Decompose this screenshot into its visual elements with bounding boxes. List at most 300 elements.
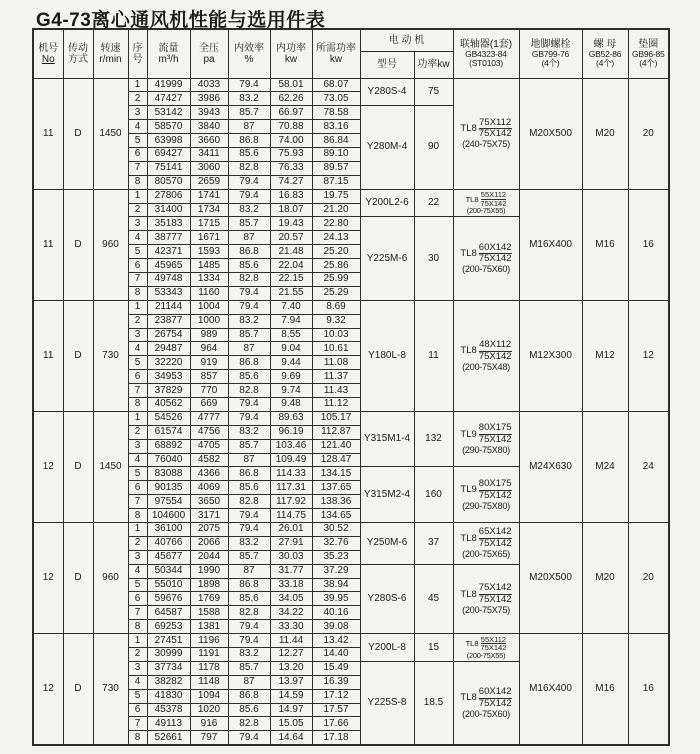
cell-efficiency: 79.4 — [228, 411, 270, 425]
header-power: 内功率 kw — [270, 29, 312, 78]
cell-required-power: 89.57 — [312, 161, 360, 175]
cell-flow: 32220 — [147, 356, 190, 370]
cell-required-power: 38.94 — [312, 578, 360, 592]
cell-coupling — [453, 661, 519, 744]
coupling-note: (290-75X80) — [462, 444, 510, 455]
cell-efficiency: 85.7 — [228, 328, 270, 342]
cell-anchor-bolt: M20X500 — [519, 523, 582, 634]
cell-seq: 2 — [128, 536, 147, 550]
cell-flow: 38777 — [147, 231, 190, 245]
cell-pressure: 2044 — [190, 550, 228, 564]
cell-required-power: 83.16 — [312, 120, 360, 134]
cell-motor-power: 37 — [414, 523, 453, 565]
cell-pressure: 1160 — [190, 286, 228, 300]
cell-pressure: 4756 — [190, 425, 228, 439]
table-row — [33, 523, 669, 537]
cell-seq: 2 — [128, 425, 147, 439]
cell-anchor-bolt: M20X500 — [519, 78, 582, 189]
cell-flow: 41830 — [147, 689, 190, 703]
cell-anchor-bolt: M12X300 — [519, 300, 582, 411]
cell-pressure: 1593 — [190, 245, 228, 259]
cell-efficiency: 85.6 — [228, 147, 270, 161]
coupling-numerator: 55X112 — [480, 190, 507, 200]
cell-required-power: 32.76 — [312, 536, 360, 550]
cell-seq: 2 — [128, 314, 147, 328]
cell-required-power: 112.87 — [312, 425, 360, 439]
cell-power: 58.01 — [270, 78, 312, 92]
cell-efficiency: 87 — [228, 675, 270, 689]
cell-power: 34.22 — [270, 606, 312, 620]
coupling-note: (200-75X60) — [462, 264, 510, 275]
cell-required-power: 14.40 — [312, 648, 360, 662]
coupling-numerator: 75X112 — [479, 116, 512, 128]
coupling-denominator: 75X142 — [480, 643, 507, 653]
coupling-spec — [454, 423, 519, 446]
cell-required-power: 21.20 — [312, 203, 360, 217]
cell-required-power: 17.18 — [312, 731, 360, 745]
cell-power: 74.27 — [270, 175, 312, 189]
cell-motor-model: Y180L-8 — [360, 300, 414, 411]
cell-flow: 34953 — [147, 370, 190, 384]
cell-flow: 47427 — [147, 92, 190, 106]
cell-power: 114.75 — [270, 509, 312, 523]
cell-efficiency: 87 — [228, 342, 270, 356]
table-header — [33, 29, 669, 78]
cell-coupling — [453, 523, 519, 565]
cell-pressure: 1898 — [190, 578, 228, 592]
header-pressure: 全压 pa — [190, 29, 228, 78]
cell-efficiency: 82.8 — [228, 495, 270, 509]
cell-speed: 960 — [93, 523, 128, 634]
coupling-spec — [454, 340, 519, 363]
cell-flow: 69427 — [147, 147, 190, 161]
cell-drive: D — [63, 411, 93, 522]
cell-power: 22.04 — [270, 259, 312, 273]
cell-required-power: 134.15 — [312, 467, 360, 481]
cell-power: 21.55 — [270, 286, 312, 300]
cell-power: 66.97 — [270, 106, 312, 120]
cell-required-power: 17.66 — [312, 717, 360, 731]
cell-flow: 49748 — [147, 272, 190, 286]
cell-pressure: 797 — [190, 731, 228, 745]
table-row — [33, 300, 669, 314]
cell-power: 103.46 — [270, 439, 312, 453]
coupling-type: TL9 — [460, 484, 477, 496]
cell-flow: 80570 — [147, 175, 190, 189]
cell-seq: 7 — [128, 161, 147, 175]
cell-washer: 12 — [628, 300, 669, 411]
header-washer: 垫圈 GB96-85 (4个) — [628, 29, 669, 78]
coupling-fraction — [479, 243, 512, 266]
cell-motor-power: 90 — [414, 106, 453, 189]
cell-seq: 6 — [128, 370, 147, 384]
cell-seq: 7 — [128, 717, 147, 731]
cell-seq: 1 — [128, 411, 147, 425]
cell-seq: 7 — [128, 384, 147, 398]
cell-required-power: 78.58 — [312, 106, 360, 120]
coupling-fraction — [479, 340, 512, 363]
cell-power: 9.74 — [270, 384, 312, 398]
table-row — [33, 634, 669, 648]
cell-flow: 104600 — [147, 509, 190, 523]
cell-flow: 50344 — [147, 564, 190, 578]
cell-seq: 4 — [128, 453, 147, 467]
coupling-note: (290-75X80) — [462, 500, 510, 511]
cell-seq: 2 — [128, 203, 147, 217]
cell-efficiency: 85.7 — [228, 217, 270, 231]
cell-seq: 8 — [128, 509, 147, 523]
cell-required-power: 9.32 — [312, 314, 360, 328]
cell-speed: 730 — [93, 634, 128, 745]
coupling-fraction — [479, 118, 512, 141]
cell-power: 30.03 — [270, 550, 312, 564]
table-body — [33, 78, 669, 745]
cell-efficiency: 86.8 — [228, 245, 270, 259]
cell-motor-model: Y280S-4 — [360, 78, 414, 106]
cell-pressure: 1334 — [190, 272, 228, 286]
cell-washer: 16 — [628, 634, 669, 745]
cell-pressure: 1485 — [190, 259, 228, 273]
cell-pressure: 1588 — [190, 606, 228, 620]
cell-seq: 3 — [128, 328, 147, 342]
coupling-denominator: 75X142 — [478, 697, 512, 709]
cell-flow: 61574 — [147, 425, 190, 439]
cell-efficiency: 82.8 — [228, 272, 270, 286]
coupling-spec — [454, 527, 519, 550]
cell-power: 7.40 — [270, 300, 312, 314]
coupling-fraction — [479, 527, 512, 550]
coupling-type: TL8 — [460, 692, 477, 704]
cell-efficiency: 79.4 — [228, 300, 270, 314]
coupling-denominator: 75X142 — [480, 198, 507, 208]
cell-power: 33.30 — [270, 620, 312, 634]
cell-flow: 64587 — [147, 606, 190, 620]
cell-motor-model: Y280S-6 — [360, 564, 414, 633]
coupling-type: TL8 — [465, 639, 479, 649]
cell-motor-power: 30 — [414, 217, 453, 300]
cell-seq: 3 — [128, 550, 147, 564]
cell-power: 18.07 — [270, 203, 312, 217]
cell-efficiency: 82.8 — [228, 161, 270, 175]
cell-seq: 4 — [128, 120, 147, 134]
cell-drive: D — [63, 300, 93, 411]
cell-anchor-bolt: M16X400 — [519, 634, 582, 745]
cell-required-power: 10.03 — [312, 328, 360, 342]
cell-flow: 53343 — [147, 286, 190, 300]
cell-flow: 41999 — [147, 78, 190, 92]
cell-efficiency: 83.2 — [228, 203, 270, 217]
cell-machine-no: 12 — [33, 523, 63, 634]
cell-seq: 2 — [128, 648, 147, 662]
cell-motor-model: Y225S-8 — [360, 661, 414, 744]
page-title: G4-73离心通风机性能与选用件表 — [36, 10, 326, 31]
cell-flow: 27451 — [147, 634, 190, 648]
header-required-power: 所需功率 kw — [312, 29, 360, 78]
cell-efficiency: 87 — [228, 231, 270, 245]
cell-flow: 63998 — [147, 134, 190, 148]
cell-required-power: 134.65 — [312, 509, 360, 523]
cell-required-power: 35.23 — [312, 550, 360, 564]
coupling-note: (240-75X75) — [462, 139, 510, 150]
cell-washer: 24 — [628, 411, 669, 522]
cell-required-power: 39.95 — [312, 592, 360, 606]
cell-required-power: 11.12 — [312, 397, 360, 411]
cell-efficiency: 86.8 — [228, 467, 270, 481]
coupling-denominator: 75X142 — [478, 128, 512, 140]
cell-efficiency: 79.4 — [228, 620, 270, 634]
cell-seq: 8 — [128, 620, 147, 634]
cell-coupling — [453, 300, 519, 411]
cell-pressure: 964 — [190, 342, 228, 356]
cell-power: 14.97 — [270, 703, 312, 717]
cell-required-power: 11.08 — [312, 356, 360, 370]
coupling-note: (200-75X55) — [466, 650, 506, 660]
cell-flow: 37829 — [147, 384, 190, 398]
cell-drive: D — [63, 189, 93, 300]
cell-efficiency: 83.2 — [228, 92, 270, 106]
cell-power: 21.48 — [270, 245, 312, 259]
coupling-spec — [454, 636, 519, 652]
cell-flow: 29487 — [147, 342, 190, 356]
cell-power: 31.77 — [270, 564, 312, 578]
header-drive: 传动 方式 — [63, 29, 93, 78]
cell-motor-model: Y200L2-6 — [360, 189, 414, 217]
coupling-fraction — [479, 687, 512, 710]
cell-seq: 8 — [128, 731, 147, 745]
cell-required-power: 22.80 — [312, 217, 360, 231]
cell-speed: 960 — [93, 189, 128, 300]
cell-pressure: 4582 — [190, 453, 228, 467]
cell-power: 8.55 — [270, 328, 312, 342]
cell-power: 9.44 — [270, 356, 312, 370]
cell-seq: 3 — [128, 106, 147, 120]
cell-motor-model: Y250M-6 — [360, 523, 414, 565]
coupling-numerator: 48X112 — [479, 338, 512, 350]
cell-flow: 49113 — [147, 717, 190, 731]
cell-coupling — [453, 564, 519, 633]
header-motor-power: 功率kw — [414, 51, 453, 78]
cell-power: 16.83 — [270, 189, 312, 203]
cell-required-power: 39.08 — [312, 620, 360, 634]
cell-seq: 4 — [128, 564, 147, 578]
cell-required-power: 10.61 — [312, 342, 360, 356]
coupling-type: TL8 — [460, 345, 477, 357]
coupling-type: TL8 — [460, 588, 477, 600]
cell-nut: M12 — [582, 300, 628, 411]
header-machine-no: 机号 No — [33, 29, 63, 78]
cell-efficiency: 85.7 — [228, 106, 270, 120]
coupling-spec — [454, 687, 519, 710]
cell-seq: 3 — [128, 661, 147, 675]
cell-efficiency: 85.7 — [228, 661, 270, 675]
cell-seq: 4 — [128, 342, 147, 356]
cell-efficiency: 83.2 — [228, 648, 270, 662]
cell-power: 96.19 — [270, 425, 312, 439]
header-speed: 转速 r/min — [93, 29, 128, 78]
cell-power: 34.05 — [270, 592, 312, 606]
cell-required-power: 25.86 — [312, 259, 360, 273]
cell-coupling — [453, 467, 519, 523]
cell-nut: M20 — [582, 78, 628, 189]
cell-flow: 75141 — [147, 161, 190, 175]
cell-flow: 58570 — [147, 120, 190, 134]
cell-pressure: 1004 — [190, 300, 228, 314]
cell-efficiency: 83.2 — [228, 314, 270, 328]
cell-anchor-bolt: M16X400 — [519, 189, 582, 300]
cell-efficiency: 79.4 — [228, 189, 270, 203]
cell-efficiency: 79.4 — [228, 634, 270, 648]
cell-washer: 20 — [628, 78, 669, 189]
cell-flow: 59676 — [147, 592, 190, 606]
cell-nut: M16 — [582, 634, 628, 745]
cell-required-power: 68.07 — [312, 78, 360, 92]
cell-seq: 5 — [128, 578, 147, 592]
cell-pressure: 1769 — [190, 592, 228, 606]
cell-power: 117.31 — [270, 481, 312, 495]
cell-seq: 5 — [128, 467, 147, 481]
cell-power: 11.44 — [270, 634, 312, 648]
cell-pressure: 3650 — [190, 495, 228, 509]
coupling-denominator: 75X142 — [478, 253, 512, 265]
cell-motor-power: 15 — [414, 634, 453, 662]
cell-power: 89.63 — [270, 411, 312, 425]
header-nut: 螺 母 GB52-86 (4个) — [582, 29, 628, 78]
cell-efficiency: 85.6 — [228, 370, 270, 384]
cell-washer: 20 — [628, 523, 669, 634]
coupling-numerator: 60X142 — [478, 685, 512, 697]
header-flow: 流量 m³/h — [147, 29, 190, 78]
cell-motor-power: 11 — [414, 300, 453, 411]
cell-seq: 7 — [128, 495, 147, 509]
cell-seq: 1 — [128, 189, 147, 203]
header-seq: 序 号 — [128, 29, 147, 78]
cell-seq: 8 — [128, 286, 147, 300]
coupling-type: TL8 — [465, 194, 479, 204]
cell-flow: 53142 — [147, 106, 190, 120]
cell-power: 14.59 — [270, 689, 312, 703]
cell-pressure: 1671 — [190, 231, 228, 245]
cell-pressure: 1734 — [190, 203, 228, 217]
cell-required-power: 17.57 — [312, 703, 360, 717]
cell-required-power: 121.40 — [312, 439, 360, 453]
cell-pressure: 4777 — [190, 411, 228, 425]
coupling-fraction — [481, 191, 507, 207]
cell-machine-no: 11 — [33, 300, 63, 411]
coupling-note: (200-75X75) — [462, 604, 510, 615]
cell-seq: 1 — [128, 300, 147, 314]
cell-flow: 42371 — [147, 245, 190, 259]
cell-efficiency: 83.2 — [228, 425, 270, 439]
coupling-numerator: 80X175 — [478, 477, 512, 489]
coupling-numerator: 60X142 — [478, 241, 512, 253]
cell-pressure: 4366 — [190, 467, 228, 481]
coupling-note: (200-75X60) — [462, 708, 510, 719]
coupling-spec — [454, 479, 519, 502]
cell-anchor-bolt: M24X630 — [519, 411, 582, 522]
table-row — [33, 189, 669, 203]
coupling-note: (200-75X55) — [466, 206, 506, 216]
cell-speed: 1450 — [93, 78, 128, 189]
cell-machine-no: 11 — [33, 78, 63, 189]
cell-power: 109.49 — [270, 453, 312, 467]
cell-efficiency: 83.2 — [228, 536, 270, 550]
cell-power: 13.20 — [270, 661, 312, 675]
cell-flow: 30999 — [147, 648, 190, 662]
cell-flow: 35183 — [147, 217, 190, 231]
cell-seq: 3 — [128, 217, 147, 231]
cell-nut: M16 — [582, 189, 628, 300]
cell-pressure: 989 — [190, 328, 228, 342]
cell-pressure: 919 — [190, 356, 228, 370]
cell-required-power: 15.49 — [312, 661, 360, 675]
cell-flow: 40766 — [147, 536, 190, 550]
cell-power: 20.57 — [270, 231, 312, 245]
cell-pressure: 3060 — [190, 161, 228, 175]
cell-drive: D — [63, 634, 93, 745]
coupling-numerator: 55X112 — [480, 634, 507, 644]
cell-pressure: 3171 — [190, 509, 228, 523]
cell-seq: 5 — [128, 689, 147, 703]
header-anchor-bolt: 地脚螺栓 GB799-76 (4个) — [519, 29, 582, 78]
cell-required-power: 11.37 — [312, 370, 360, 384]
cell-efficiency: 79.4 — [228, 286, 270, 300]
cell-power: 7.94 — [270, 314, 312, 328]
cell-pressure: 1191 — [190, 648, 228, 662]
cell-flow: 45677 — [147, 550, 190, 564]
cell-flow: 36100 — [147, 523, 190, 537]
cell-motor-model: Y315M2-4 — [360, 467, 414, 523]
coupling-fraction — [479, 583, 512, 606]
cell-power: 9.69 — [270, 370, 312, 384]
coupling-numerator: 80X175 — [478, 422, 512, 434]
coupling-fraction — [479, 423, 512, 446]
cell-flow: 26754 — [147, 328, 190, 342]
cell-seq: 6 — [128, 147, 147, 161]
coupling-denominator: 75X142 — [478, 350, 512, 362]
cell-flow: 21144 — [147, 300, 190, 314]
cell-efficiency: 87 — [228, 120, 270, 134]
cell-flow: 45965 — [147, 259, 190, 273]
cell-flow: 83088 — [147, 467, 190, 481]
cell-coupling — [453, 78, 519, 189]
cell-pressure: 1178 — [190, 661, 228, 675]
cell-required-power: 16.39 — [312, 675, 360, 689]
cell-pressure: 2066 — [190, 536, 228, 550]
cell-seq: 6 — [128, 703, 147, 717]
cell-motor-model: Y280M-4 — [360, 106, 414, 189]
coupling-spec — [454, 583, 519, 606]
cell-efficiency: 87 — [228, 453, 270, 467]
cell-power: 114.33 — [270, 467, 312, 481]
cell-motor-power: 18.5 — [414, 661, 453, 744]
cell-motor-power: 45 — [414, 564, 453, 633]
cell-seq: 1 — [128, 78, 147, 92]
cell-pressure: 1000 — [190, 314, 228, 328]
cell-pressure: 3986 — [190, 92, 228, 106]
cell-flow: 37734 — [147, 661, 190, 675]
cell-power: 75.93 — [270, 147, 312, 161]
cell-seq: 3 — [128, 439, 147, 453]
cell-motor-power: 22 — [414, 189, 453, 217]
cell-seq: 1 — [128, 523, 147, 537]
cell-pressure: 4705 — [190, 439, 228, 453]
cell-efficiency: 85.6 — [228, 592, 270, 606]
cell-seq: 6 — [128, 481, 147, 495]
cell-pressure: 2659 — [190, 175, 228, 189]
cell-efficiency: 82.8 — [228, 384, 270, 398]
coupling-denominator: 75X142 — [478, 538, 512, 550]
cell-efficiency: 82.8 — [228, 606, 270, 620]
